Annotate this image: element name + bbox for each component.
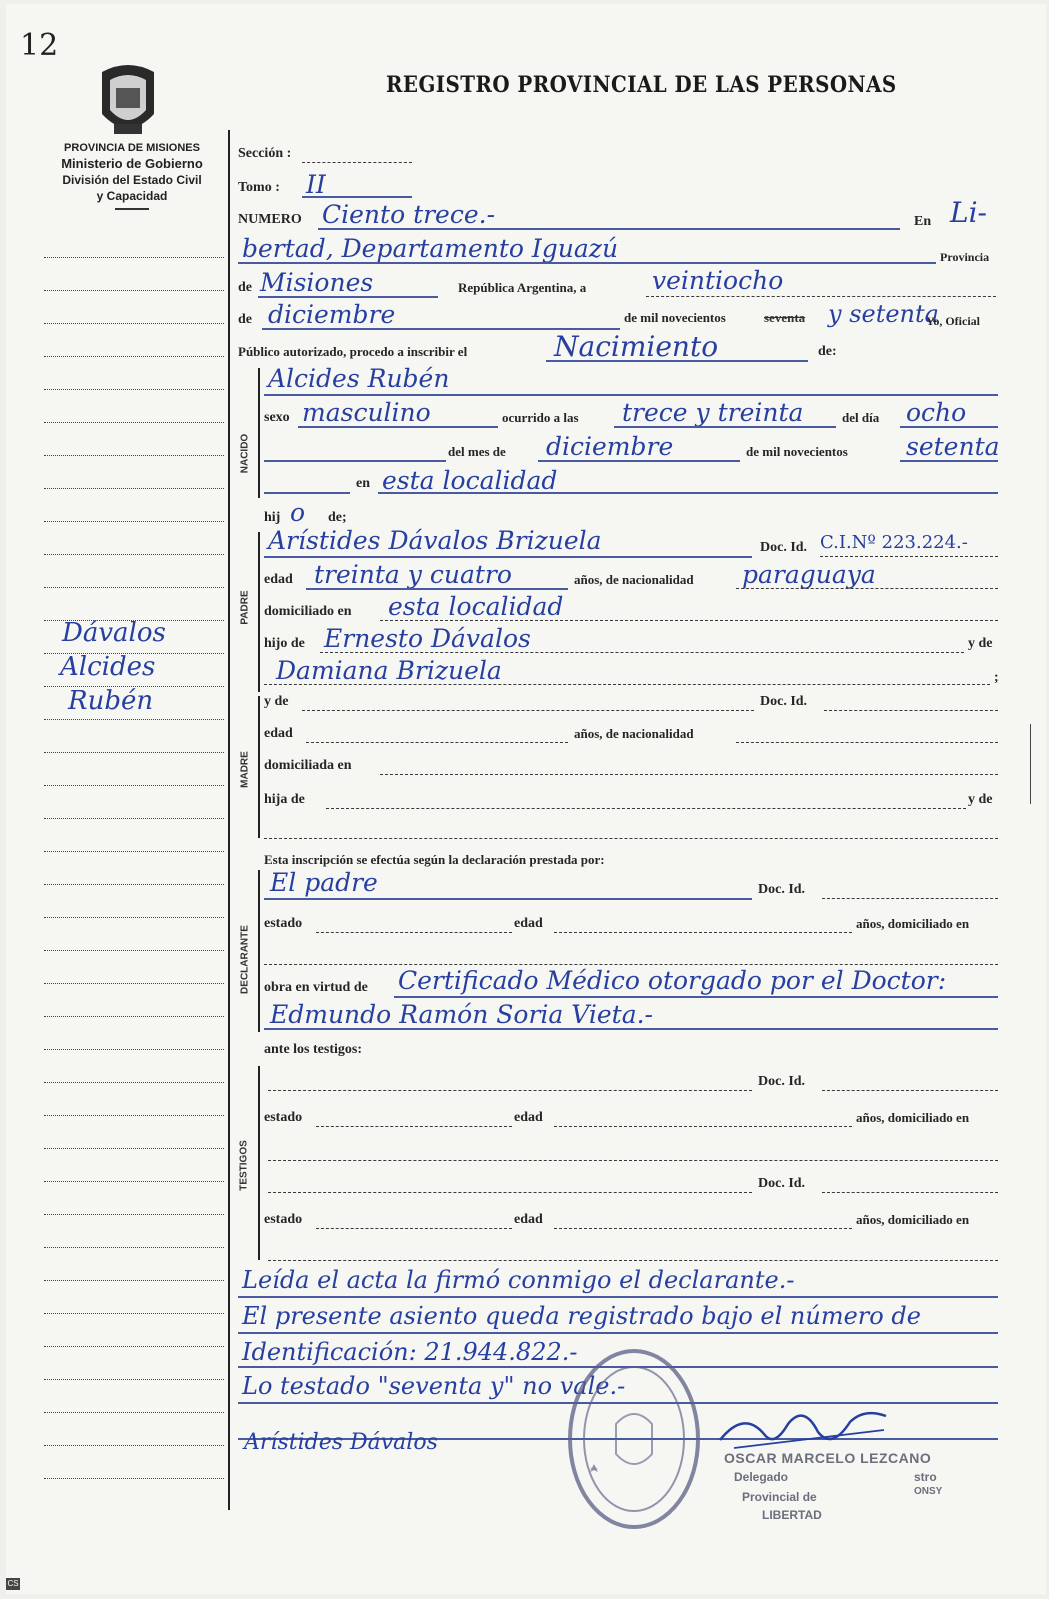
declarante-estado-label: estado	[264, 916, 303, 931]
en-lbl: en	[356, 476, 370, 491]
mil-nac-label: de mil novecientos	[746, 444, 848, 459]
closing-line-3: Identificación: 21.944.822.-	[242, 1338, 578, 1366]
madre-anios-label: años, de nacionalidad	[574, 726, 694, 741]
hija-y-de-label: y de	[968, 792, 993, 807]
oficial-label: Yo, Oficial	[926, 314, 980, 328]
document-page	[6, 4, 1046, 1594]
dia-value: veintiocho	[652, 266, 784, 295]
closing-line-2: El presente asiento queda registrado bajo el número de	[242, 1302, 921, 1330]
de-label-2: de	[238, 312, 252, 327]
testigo1-anios-label: años, domiciliado en	[856, 1110, 970, 1125]
y-de-label: y de	[968, 636, 993, 651]
main-vertical-rule	[228, 130, 230, 1510]
year-value: y setenta	[828, 300, 939, 328]
seccion-label: Sección :	[238, 146, 292, 161]
org-rule	[115, 208, 149, 210]
testigo2-anios-label: años, domiciliado en	[856, 1212, 970, 1227]
side-label-padre: PADRE	[239, 590, 251, 625]
declarante-doc-label: Doc. Id.	[758, 882, 806, 897]
declaracion-label: Esta inscripción se efectúa según la declaración prestada por:	[264, 852, 605, 867]
del-dia-label: del día	[842, 410, 880, 425]
testigo2-doc-label: Doc. Id.	[758, 1176, 806, 1191]
margin-note-name2: Rubén	[68, 686, 154, 716]
padre-nombre: Arístides Dávalos Brizuela	[268, 526, 602, 555]
provincia-value: Misiones	[260, 268, 374, 297]
madre-y-de-label: y de	[264, 694, 289, 709]
en-value: Li-	[950, 196, 988, 229]
signature-declarante: Arístides Dávalos	[244, 1430, 438, 1455]
dia-nac-value: ocho	[906, 398, 967, 427]
official-title-right-1: stro	[914, 1470, 937, 1484]
padre-doc-label: Doc. Id.	[760, 540, 808, 555]
testigo1-doc-label: Doc. Id.	[758, 1074, 806, 1089]
hora-value: trece y treinta	[622, 398, 804, 427]
padre-edad-value: treinta y cuatro	[314, 560, 512, 589]
de-label: de	[238, 280, 252, 295]
madre-doc-label: Doc. Id.	[760, 694, 808, 709]
official-title-1: Delegado	[734, 1470, 789, 1484]
org-line-ministry: Ministerio de Gobierno	[61, 156, 203, 171]
side-label-nacido: NACIDO	[239, 433, 251, 474]
semicolon-label: ;	[994, 670, 999, 685]
testigo1-estado-label: estado	[264, 1110, 303, 1125]
margin-note-name1: Alcides	[60, 652, 156, 682]
coat-of-arms-emblem	[92, 58, 164, 142]
obra-value-2: Edmundo Ramón Soria Vieta.-	[270, 1000, 653, 1029]
year-struck: seventa	[764, 310, 806, 325]
side-label-declarante: DECLARANTE	[239, 925, 251, 994]
provincia-label: Provincia	[940, 250, 990, 264]
declarante-value: El padre	[270, 868, 378, 897]
abuela-value: Damiana Brizuela	[276, 656, 502, 685]
hijo-de-label: hijo de	[264, 636, 305, 651]
padre-nac-value: paraguaya	[742, 560, 876, 589]
side-label-testigos: TESTIGOS	[238, 1140, 250, 1191]
de-semicolon-label: de;	[328, 510, 347, 525]
testigos-bracket	[258, 1066, 260, 1260]
en-label: En	[914, 214, 932, 229]
mes-value: diciembre	[268, 300, 396, 329]
sexo-label: sexo	[264, 410, 290, 425]
hij-label: hij	[264, 510, 281, 525]
numero-label: NUMERO	[238, 212, 302, 227]
padre-anios-label: años, de nacionalidad	[574, 572, 694, 587]
hij-value: o	[290, 498, 306, 527]
de-colon-label: de:	[818, 344, 837, 359]
padre-doc-value: C.I.Nº 223.224.-	[820, 532, 968, 553]
declarante-edad-label: edad	[514, 916, 543, 931]
sexo-value: masculino	[302, 398, 431, 427]
org-line-province: PROVINCIA DE MISIONES	[64, 142, 200, 154]
margin-note-surname: Dávalos	[62, 618, 166, 648]
padre-domicilio-label: domiciliado en	[264, 604, 352, 619]
madre-domicilio-label: domiciliada en	[264, 758, 352, 773]
official-title-right-2: ONSY	[914, 1486, 943, 1497]
header-title: REGISTRO PROVINCIAL DE LAS PERSONAS	[386, 72, 897, 98]
testigo2-edad-label: edad	[514, 1212, 543, 1227]
org-block	[36, 140, 228, 210]
anio-nac-value: setenta	[906, 432, 1000, 461]
page-number: 12	[20, 28, 59, 63]
tomo-value: II	[306, 170, 326, 199]
tomo-label: Tomo :	[238, 180, 280, 195]
acto-value: Nacimiento	[554, 330, 719, 363]
ocurrido-label: ocurrido a las	[502, 410, 579, 425]
official-seal-stamp	[564, 1344, 704, 1534]
testigo2-estado-label: estado	[264, 1212, 303, 1227]
localidad-value: bertad, Departamento Iguazú	[242, 234, 619, 263]
madre-bracket	[258, 696, 260, 838]
scanner-mark: CS	[7, 1579, 19, 1588]
closing-line-1: Leída el acta la firmó conmigo el declarante.-	[242, 1266, 795, 1294]
official-title-3: LIBERTAD	[762, 1508, 822, 1522]
del-mes-label: del mes de	[448, 444, 506, 459]
testigos-label: ante los testigos:	[264, 1042, 362, 1057]
closing-line-4: Lo testado "seventa y" no vale.-	[242, 1372, 626, 1400]
padre-edad-label: edad	[264, 572, 293, 587]
side-label-madre: MADRE	[239, 751, 251, 788]
nacido-bracket	[258, 368, 260, 498]
padre-bracket	[258, 532, 260, 692]
official-name: OSCAR MARCELO LEZCANO	[724, 1450, 932, 1466]
numero-value: Ciento trece.-	[322, 200, 496, 229]
obra-label: obra en virtud de	[264, 980, 368, 995]
hija-de-label: hija de	[264, 792, 305, 807]
republica-label: República Argentina, a	[458, 280, 587, 295]
abuelo-value: Ernesto Dávalos	[324, 624, 531, 653]
declarante-bracket	[258, 870, 260, 1032]
publico-label: Público autorizado, procedo a inscribir el	[238, 344, 468, 359]
mes-nac-value: diciembre	[546, 432, 674, 461]
padre-domicilio-value: esta localidad	[388, 592, 564, 621]
org-line-capacity: y Capacidad	[96, 189, 168, 203]
obra-value: Certificado Médico otorgado por el Doctor:	[398, 966, 947, 995]
testigo1-edad-label: edad	[514, 1110, 543, 1125]
declarante-anios-label: años, domiciliado en	[856, 916, 970, 931]
mil-label: de mil novecientos	[624, 310, 726, 325]
nombre-value: Alcides Rubén	[268, 364, 450, 393]
lugar-value: esta localidad	[382, 466, 558, 495]
right-edge-rule	[1030, 724, 1031, 804]
official-title-2: Provincial de	[742, 1490, 817, 1504]
org-line-division: División del Estado Civil	[62, 173, 202, 187]
madre-edad-label: edad	[264, 726, 293, 741]
